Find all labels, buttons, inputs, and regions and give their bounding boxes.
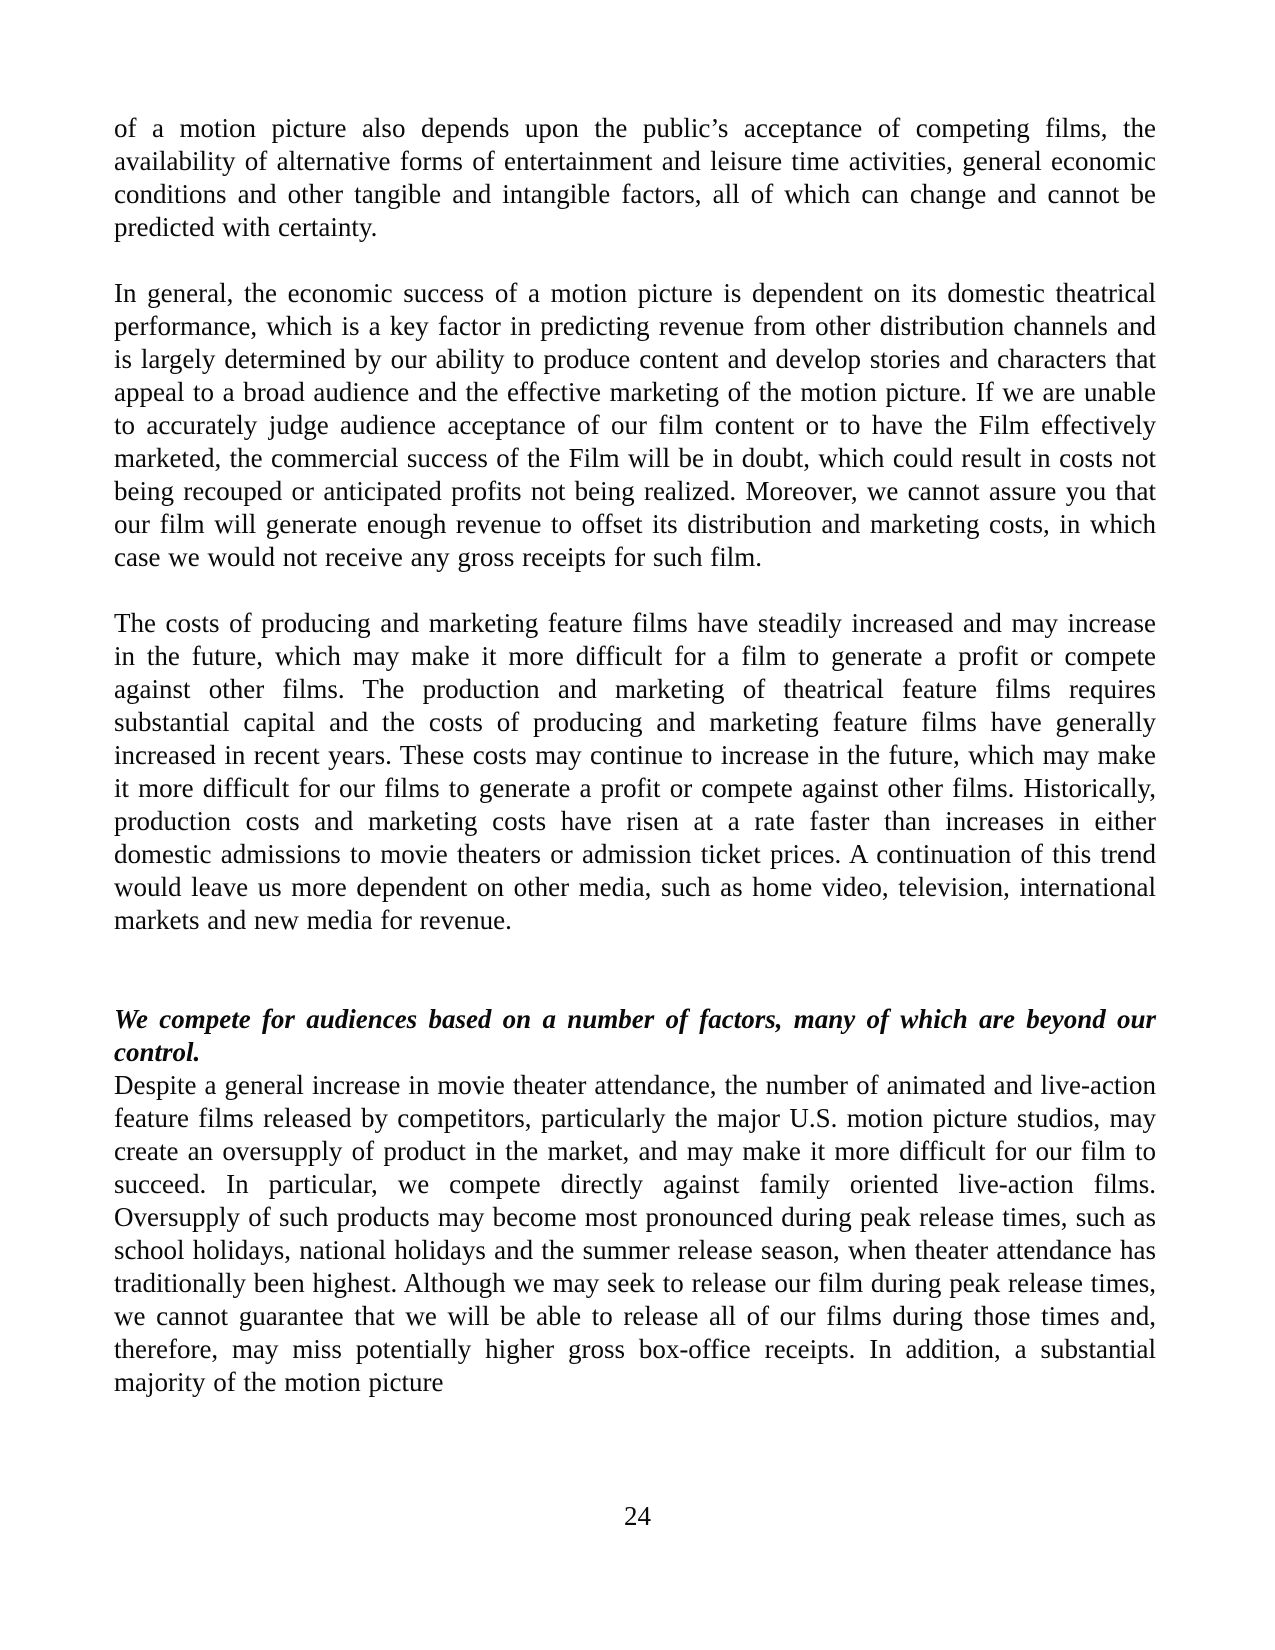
paragraph-competition-oversupply: Despite a general increase in movie theater attendance, the number of animated and live-action feature films released by competitors, particularly the major U.S. motion picture studios, may create an oversupply of product in the market, and may make it more difficult for our film to succeed. In particular, we compete directly against family oriented live-action films. Oversupply of such products may become most pronounced during peak release times, such as school holidays, national holidays and the summer release season, when theater attendance has traditionally been highest. Although we may seek to release our film during peak release times, we cannot guarantee that we will be able to release all of our films during those times and, therefore, may miss potentially higher gross box-office receipts. In addition, a substantial majority of the motion picture [114, 1070, 1156, 1397]
paragraph-production-marketing-costs: The costs of producing and marketing feature films have steadily increased and may increase in the future, which may make it more difficult for a film to generate a profit or compete against other films. The production and marketing of theatrical feature films requires substantial capital and the costs of producing and marketing feature films have generally increased in recent years. These costs may continue to increase in the future, which may make it more difficult for our films to generate a profit or compete against other films. Historically, production costs and marketing costs have risen at a rate faster than increases in either domestic admissions to movie theaters or admission ticket prices. A continuation of this trend would leave us more dependent on other media, such as home video, television, international markets and new media for revenue. [114, 608, 1156, 935]
page-number: 24 [624, 1501, 651, 1531]
risk-factor-heading-competition: We compete for audiences based on a number of factors, many of which are beyond our control. [114, 1004, 1156, 1067]
page-body-text [114, 112, 1156, 1399]
paragraph-domestic-theatrical-performance: In general, the economic success of a motion picture is dependent on its domestic theatrical performance, which is a key factor in predicting revenue from other distribution channels and is largely determined by our ability to produce content and develop stories and characters that appeal to a broad audience and the effective marketing of the motion picture. If we are unable to accurately judge audience acceptance of our film content or to have the Film effectively marketed, the commercial success of the Film will be in doubt, which could result in costs not being recouped or anticipated profits not being realized. Moreover, we cannot assure you that our film will generate enough revenue to offset its distribution and marketing costs, in which case we would not receive any gross receipts for such film. [114, 278, 1156, 572]
paragraph-audience-acceptance: of a motion picture also depends upon the public’s acceptance of competing films, the availability of alternative forms of entertainment and leisure time activities, general economic conditions and other tangible and intangible factors, all of which can change and cannot be predicted with certainty. [114, 113, 1156, 242]
